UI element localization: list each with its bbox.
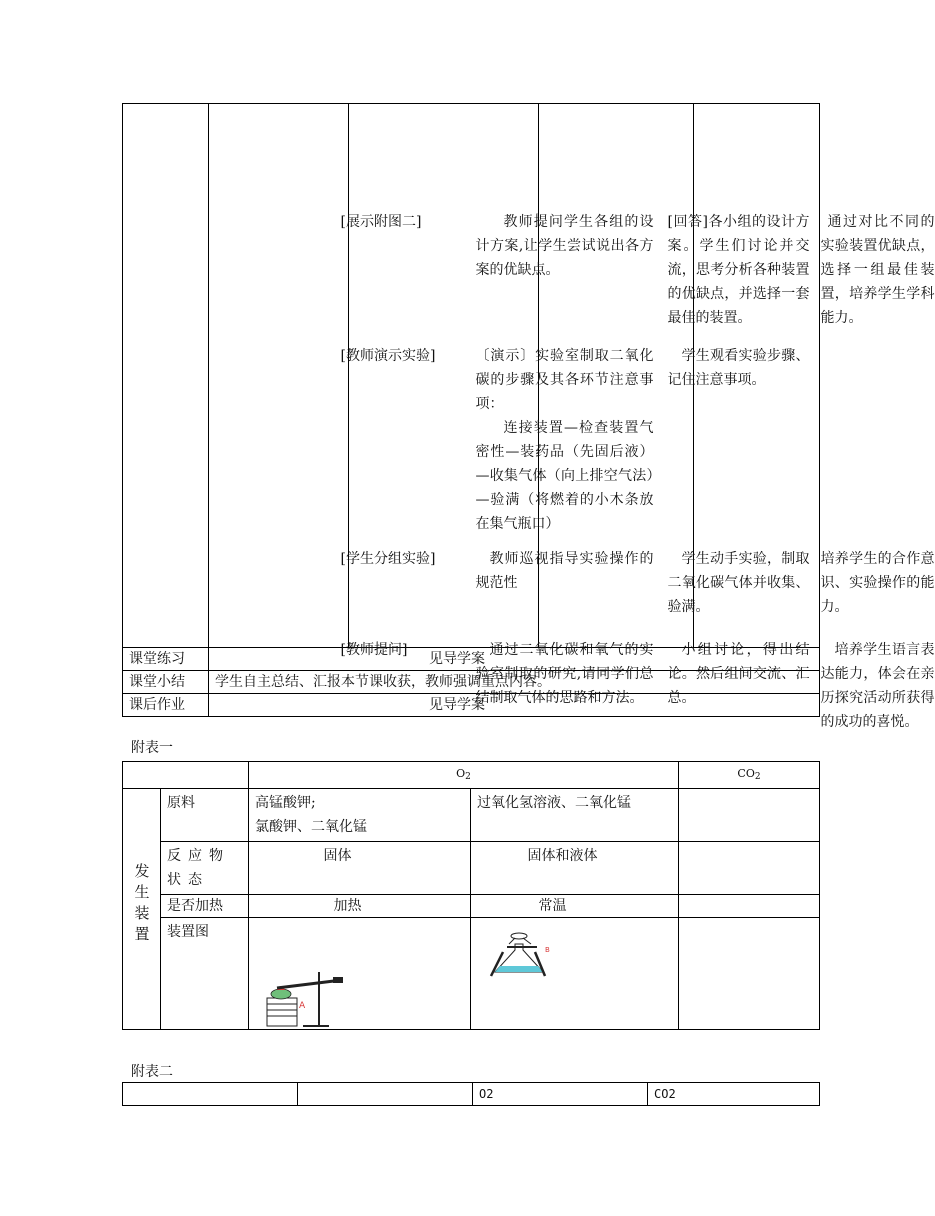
- heating-apparatus-diagram: [267, 968, 357, 1028]
- teacher-question: 通过二氧化碳和氧气的实验室制取的研究,请同学们总结制取气体的思路和方法。: [475, 641, 654, 706]
- flask-apparatus-diagram: [487, 930, 567, 980]
- appendix1-side-label-cell: [123, 789, 161, 1030]
- appendix2-table: [122, 1082, 820, 1106]
- summary-content: 学生自主总结、汇报本节课收获，教师强调重点内容。: [209, 671, 820, 694]
- appendix2-o2: O2: [473, 1083, 648, 1106]
- stage-column-blank: [123, 104, 209, 648]
- diagram-letter-b: B: [545, 946, 550, 954]
- appendix2-title: 附表二: [131, 1064, 173, 1080]
- appendix2-blank-1: [123, 1083, 298, 1106]
- diagram-label: 装置图: [161, 918, 249, 1030]
- teacher-demo-2: 连接装置—检查装置气密性—装药品（先固后液）—收集气体（向上排空气法）—验满（将燃着的小木条放在集气瓶口）: [475, 419, 654, 532]
- teacher-demo-1: 〔演示〕实验室制取二氧化碳的步骤及其各环节注意事项：: [475, 347, 654, 412]
- teacher-group: 教师巡视指导实验操作的规范性: [475, 550, 654, 591]
- material-o2-cell: [249, 789, 471, 842]
- heat-o2-b: 常温: [471, 895, 679, 918]
- practice-content: 见导学案: [209, 648, 820, 671]
- student-group: 学生动手实验，制取二氧化碳气体并收集、验满。: [667, 550, 810, 615]
- appendix2-co2: CO2: [648, 1083, 820, 1106]
- material-o2-b: 过氧化氢溶液、二氧化锰: [471, 789, 679, 842]
- diagram-o2-b: [471, 918, 679, 1030]
- homework-content: 见导学案: [209, 694, 820, 717]
- appendix1-title: 附表一: [131, 740, 173, 756]
- lesson-table: [122, 103, 935, 730]
- teacher-display: 教师提问学生各组的设计方案,让学生尝试说出各方案的优缺点。: [475, 213, 654, 278]
- state-o2-b: 固体和液体: [471, 842, 679, 895]
- heat-label: 是否加热: [161, 895, 249, 918]
- heat-o2-a: 加热: [249, 895, 471, 918]
- stage-question: [教师提问]: [340, 641, 408, 658]
- appendix1-header-blank: [123, 762, 249, 789]
- student-display: [回答]各小组的设计方案。学生们讨论并交流，思考分析各种装置的优缺点，并选择一套最佳的装置。: [667, 213, 810, 326]
- stage-display: [展示附图二]: [340, 213, 422, 230]
- appendix2-blank-2: [298, 1083, 473, 1106]
- practice-label: 课堂练习: [123, 648, 209, 671]
- appendix1-side-label: 发生装置: [132, 863, 151, 947]
- appendix1-header-co2: $CO_2$: [679, 762, 820, 789]
- stage-group: [学生分组实验]: [340, 550, 436, 567]
- intent-question: 培养学生语言表达能力，体会在亲历探究活动所获得的成功的喜悦。: [820, 641, 935, 730]
- homework-label: 课后作业: [123, 694, 209, 717]
- student-demo: 学生观看实验步骤、记住注意事项。: [667, 347, 810, 388]
- appendix1-table: [122, 761, 820, 1030]
- summary-label: 课堂小结: [123, 671, 209, 694]
- state-co2: [679, 842, 820, 895]
- diagram-letter-a: A: [299, 1001, 306, 1011]
- diagram-co2: [679, 918, 820, 1030]
- diagram-o2-a: [249, 918, 471, 1030]
- material-o2-line1: 高锰酸钾;: [255, 795, 316, 811]
- material-label: 原料: [161, 789, 249, 842]
- intent-display: 通过对比不同的实验装置优缺点，选择一组最佳装置，培养学生学科能力。: [820, 213, 935, 326]
- stage-column: [209, 104, 436, 658]
- student-question: 小组讨论，得出结论。然后组间交流、汇总。: [667, 641, 810, 706]
- material-co2: [679, 789, 820, 842]
- material-o2-line2: 氯酸钾、二氧化锰: [255, 819, 367, 835]
- heat-co2: [679, 895, 820, 918]
- intent-group: 培养学生的合作意识、实验操作的能力。: [820, 550, 935, 615]
- state-o2-a: 固体: [249, 842, 471, 895]
- stage-demo: [教师演示实验]: [340, 347, 436, 364]
- state-label: 反应物状态: [161, 842, 249, 895]
- appendix1-header-o2: $O_2$: [249, 762, 679, 789]
